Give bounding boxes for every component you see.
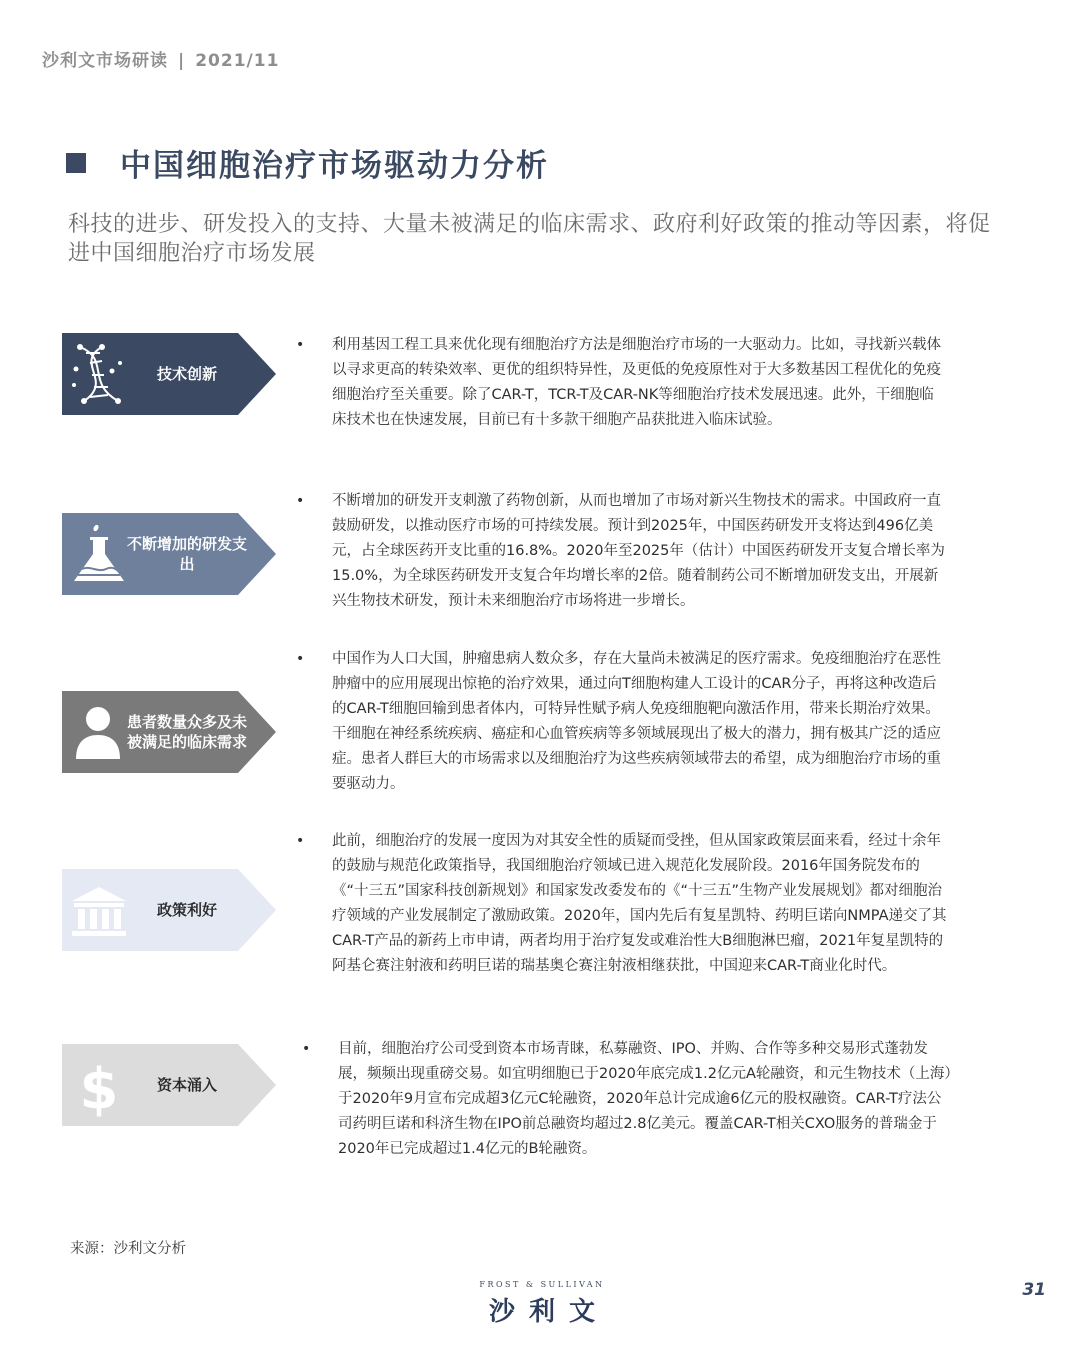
driver-patient-demand <box>62 691 278 773</box>
page-title: 中国细胞治疗市场驱动力分析 <box>120 148 549 184</box>
source-note: 来源：沙利文分析 <box>70 1241 186 1257</box>
driver-label: 不断增加的研发支出 <box>126 535 247 573</box>
driver-description-capital-inflow <box>302 1037 962 1162</box>
description-text: 不断增加的研发开支刺激了药物创新，从而也增加了市场对新兴生物技术的需求。中国政府一直鼓励研发，以推动医疗市场的可持续发展。预计到2025年，中国医药研发开支将达到496亿美元，占全球医药开支比重的16.8%。2020年至2025年（估计）中国医药研发开支复合增长率为15.0%，为全球医药研发开支复合年均增长率的2倍。随着制药公司不断增加研发支出，开展新兴生物技术研发，预计未来细胞治疗市场将进一步增长。 <box>332 493 945 609</box>
person-icon <box>68 699 130 765</box>
flask-icon <box>68 521 130 587</box>
svg-text:$: $ <box>79 1057 119 1118</box>
driver-label: 技术创新 <box>156 365 217 383</box>
description-text: 此前，细胞治疗的发展一度因为对其安全性的质疑而受挫，但从国家政策层面来看，经过十余年的鼓励与规范化政策指导，我国细胞治疗领域已进入规范化发展阶段。2016年国务院发布的《“十三五”国家科技创新规划》和国家发改委发布的《“十三五”生物产业发展规划》都对细胞治疗领域的产业发展制定了激励政策。2020年，国内先后有复星凯特、药明巨诺向NMPA递交了其CAR-T产品的新药上市申请，两者均用于治疗复发或难治性大B细胞淋巴瘤，2021年复星凯特的阿基仑赛注射液和药明巨诺的瑞基奥仑赛注射液相继获批，中国迎来CAR-T商业化时代。 <box>332 833 947 974</box>
driver-tech-innovation <box>62 333 278 415</box>
bullet: • <box>296 337 305 353</box>
driver-description-policy-support <box>296 829 956 979</box>
logo-chinese-text: 沙利文 <box>488 1297 609 1327</box>
bullet: • <box>296 833 305 849</box>
header-date: 2021/11 <box>195 51 280 71</box>
description-text: 利用基因工程工具来优化现有细胞治疗方法是细胞治疗市场的一大驱动力。比如，寻找新兴载体以寻求更高的转染效率、更优的组织特异性，及更低的免疫原性对于大多数基因工程优化的免疫细胞治疗至关重要。除了CAR-T，TCR-T及CAR-NK等细胞治疗技术发展迅速。此外，干细胞临床技术也在快速发展，目前已有十多款干细胞产品获批进入临床试验。 <box>332 337 941 428</box>
dna-icon <box>68 341 130 407</box>
page-subtitle: 科技的进步、研发投入的支持、大量未被满足的临床需求、政府利好政策的推动等因素，将促进中国细胞治疗市场发展 <box>68 212 991 266</box>
page-number: 31 <box>1022 1280 1046 1300</box>
header-brand: 沙利文市场研读 <box>42 51 168 71</box>
title-square-marker <box>66 153 86 173</box>
logo-english-text: FROST & SULLIVAN <box>479 1280 605 1289</box>
bullet: • <box>302 1041 311 1057</box>
header-separator: | <box>178 51 186 71</box>
driver-description-tech-innovation <box>296 333 956 433</box>
description-text: 目前，细胞治疗公司受到资本市场青睐，私募融资、IPO、并购、合作等多种交易形式蓬勃发展，频频出现重磅交易。如宜明细胞已于2020年底完成1.2亿元A轮融资，和元生物技术（上海）于2020年9月宣布完成超3亿元C轮融资，2020年总计完成逾6亿元的股权融资。CAR-T疗法公司药明巨诺和科济生物在IPO前总融资均超过2.8亿美元。覆盖CAR-T相关CXO服务的普瑞金于2020年已完成超过1.4亿元的B轮融资。 <box>338 1041 952 1157</box>
frost-sullivan-logo <box>470 1280 614 1328</box>
driver-label: 患者数量众多及未被满足的临床需求 <box>126 713 247 751</box>
driver-label: 政策利好 <box>156 901 217 919</box>
header <box>42 46 279 71</box>
driver-policy-support <box>62 869 278 951</box>
dollar-icon <box>68 1052 130 1118</box>
driver-description-patient-demand <box>296 647 956 797</box>
driver-capital-inflow <box>62 1044 278 1126</box>
driver-description-rd-spending <box>296 489 956 614</box>
title-row <box>66 140 549 185</box>
driver-label: 资本涌入 <box>156 1076 217 1094</box>
description-text: 中国作为人口大国，肿瘤患病人数众多，存在大量尚未被满足的医疗需求。免疫细胞治疗在恶性肿瘤中的应用展现出惊艳的治疗效果，通过向T细胞构建人工设计的CAR分子，再将这种改造后的CAR-T细胞回输到患者体内，可特异性赋予病人免疫细胞靶向激活作用，带来长期治疗效果。干细胞在神经系统疾病、癌症和心血管疾病等多领域展现出了极大的潜力，拥有极其广泛的适应症。患者人群巨大的市场需求以及细胞治疗为这些疾病领域带去的希望，成为细胞治疗市场的重要驱动力。 <box>332 651 941 792</box>
government-building-icon <box>68 877 130 943</box>
bullet: • <box>296 651 305 667</box>
driver-rd-spending <box>62 513 278 595</box>
bullet: • <box>296 493 305 509</box>
